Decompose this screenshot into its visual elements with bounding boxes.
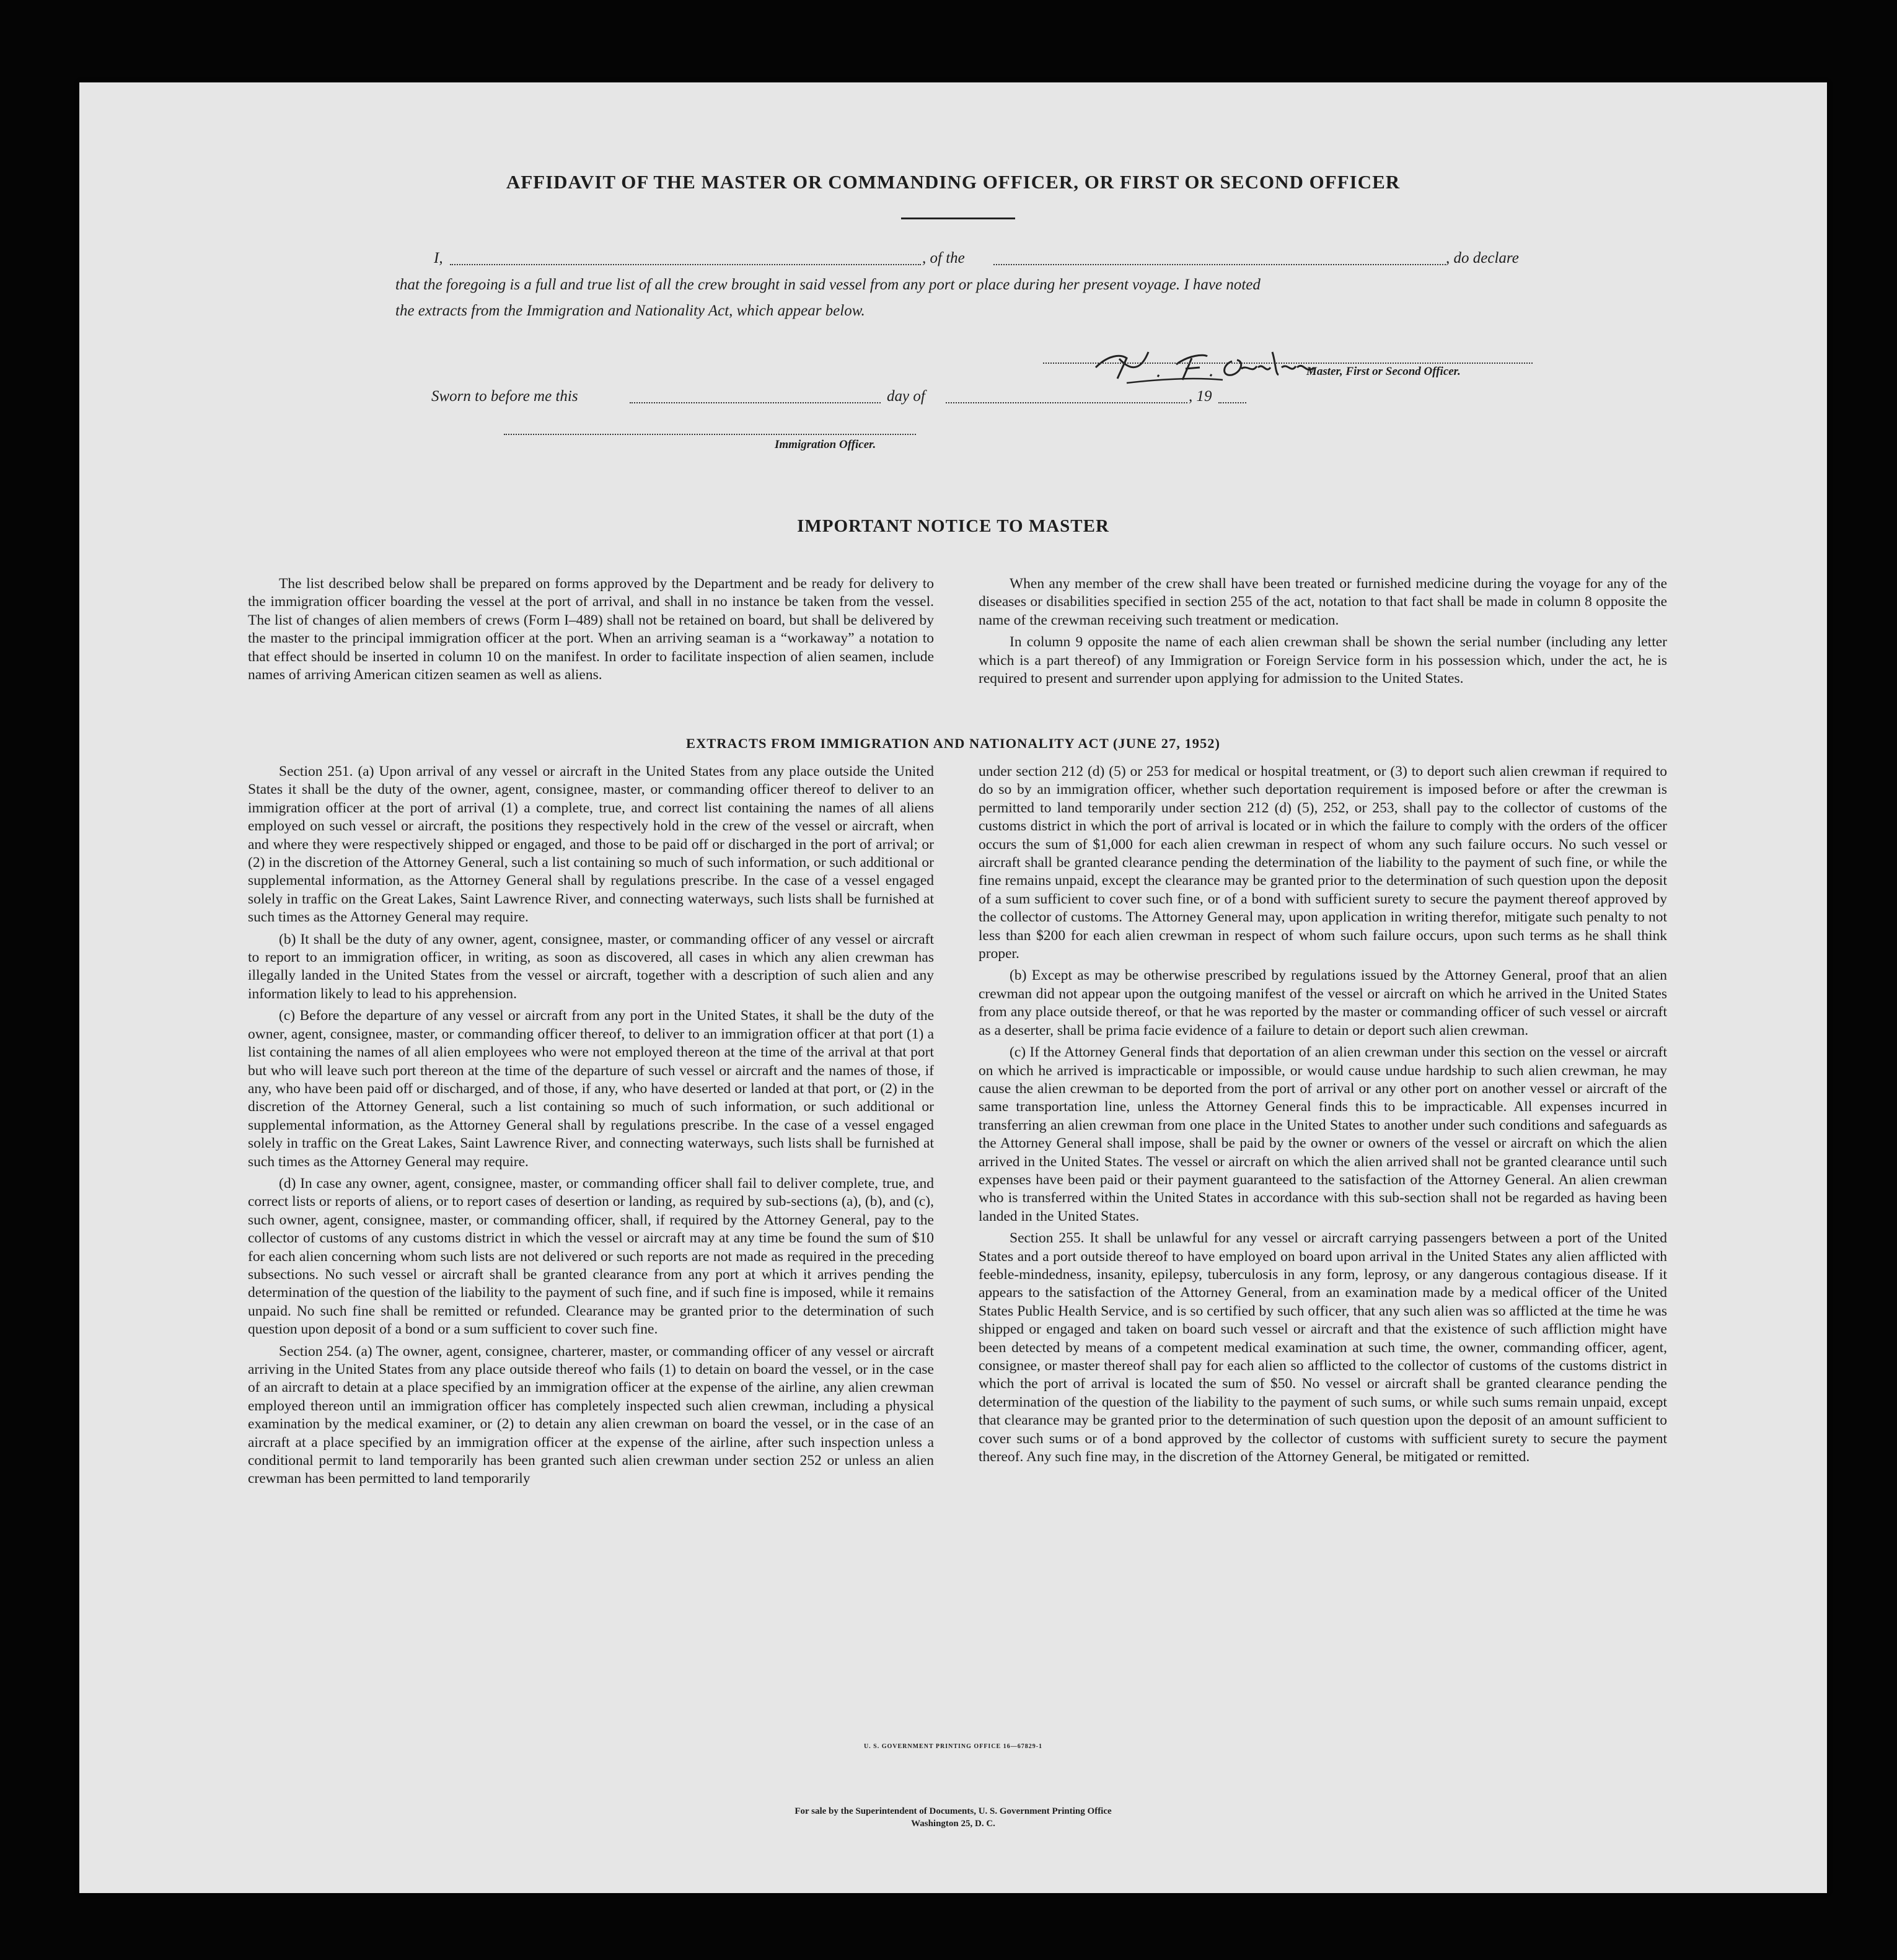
sale-notice [79,1805,1827,1830]
name-field-line [450,264,921,265]
notice-right-paragraph: When any member of the crew shall have been treated or furnished medicine during the voyage for any of the diseases or disabilities specified in section 255 of the act, notation to that fact shall be made in column 8 opposite the name of the crewman receiving such treatment or medication. [979,576,1667,628]
notice-left-paragraph: The list described below shall be prepared on forms approved by the Department and be ready for delivery to the immigration officer boarding the vessel at the port of arrival, and shall in no instance be taken from the vessel. The list of changes of alien members of crews (Form I–489) shall not be retained on board, but shall be delivered by the master to the principal immigration officer at the port. When an arriving seaman is a “workaway” a notation to that effect should be inserted in column 10 on the manifest. In order to facilitate inspection of alien seamen, include names of arriving American citizen seamen as well as aliens. [248,576,934,683]
i-label: I, [434,250,443,266]
year-line [1218,402,1246,403]
document-page [79,82,1827,1893]
sale-line-1: For sale by the Superintendent of Documents, U. S. Government Printing Office [794,1806,1112,1816]
sworn-month-line [946,402,1187,403]
affidavit-title: AFFIDAVIT OF THE MASTER OR COMMANDING OFFICER, OR FIRST OR SECOND OFFICER [506,171,1401,193]
extract-paragraph: (b) Except as may be otherwise prescribed by regulations issued by the Attorney General, proof that an alien crewman did not appear upon the outgoing manifest of the vessel or aircraft on which he arrived in the United States from any place outside thereof, or that he was reported by the master or commanding officer of such vessel or aircraft as a deserter, shall be prima facie evidence of a failure to detain or deport such alien crewman. [979,967,1667,1039]
extract-paragraph: (d) In case any owner, agent, consignee, master, or commanding officer shall fail to deliver complete, true, and correct lists or reports of aliens, or to report cases of desertion or landing, as required by sub-sections (a), (b), and (c), such owner, agent, consignee, master, or commanding officer, shall, if required by the Attorney General, pay to the collector of customs of any customs district in which the vessel or aircraft may at any time be found the sum of $10 for each alien concerning whom such lists are not delivered or such reports are not made as required in the preceding subsections. No such vessel or aircraft shall be granted clearance from any port at which it arrives pending the determination of the question of the liability to the payment of such fine, and if such fine is imposed, while it remains unpaid. No such fine shall be remitted or refunded. Clearance may be granted prior to the determination of such question upon deposit of a bond or a sum sufficient to cover such fine. [248,1175,934,1338]
printing-office-line: U. S. GOVERNMENT PRINTING OFFICE 16—67829-1 [863,1743,1043,1750]
signature-line [1043,363,1533,364]
sworn-day-line [630,402,881,403]
extracts-title: EXTRACTS FROM IMMIGRATION AND NATIONALITY ACT (JUNE 27, 1952) [685,736,1221,751]
immigration-officer-caption: Immigration Officer. [775,438,876,451]
notice-left-column [248,575,934,688]
extract-paragraph: Section 251. (a) Upon arrival of any vessel or aircraft in the United States from any place outside the United States it shall be the duty of the owner, agent, consignee, master, or commanding officer thereof to deliver to an immigration officer at the port of arrival (1) a complete, true, and correct list containing the names of all aliens employed on such vessel or aircraft, the positions they respectively hold in the crew of the vessel or aircraft, when and where they were respectively shipped or engaged, and those to be paid off or discharged in the port of arrival; or (2) in the discretion of the Attorney General, such a list containing so much of such information, or such additional or supplemental information, as the Attorney General shall by regulations prescribe. In the case of a vessel engaged solely in traffic on the Great Lakes, Saint Lawrence River, and connecting waterways, such lists shall be furnished at such times as the Attorney General may require. [248,763,934,926]
extract-paragraph: Section 255. It shall be unlawful for any vessel or aircraft carrying passengers between a port of the United States and a port outside thereof to have employed on board upon arrival in the United States any alien afflicted with feeble-mindedness, insanity, epilepsy, tuberculosis in any form, leprosy, or any dangerous contagious disease. If it appears to the satisfaction of the Attorney General, from an examination made by a medical officer of the United States Public Health Service, and is so certified by such officer, that any such alien was so afflicted at the time he was shipped or engaged and taken on board such vessel or aircraft and that the existence of such affliction might have been detected by means of a competent medical examination at such time, the owner, commanding officer, agent, consignee, or master thereof shall pay for each alien so afflicted to the collector of customs of the customs district in which the port of arrival is located the sum of $50. No vessel or aircraft shall be granted clearance pending the determination of the question of the liability to the payment of such sums, or while such sums remain unpaid, except that clearance may be granted prior to the determination of such question upon the deposit of an amount sufficient to cover such sums or of a bond approved by the collector of customs with sufficient surety to secure the payment thereof. Any such fine may, in the discretion of the Attorney General, be mitigated or remitted. [979,1230,1667,1466]
master-signature [1089,330,1337,392]
notice-title: IMPORTANT NOTICE TO MASTER [797,516,1109,536]
extract-paragraph: under section 212 (d) (5) or 253 for medical or hospital treatment, or (3) to deport such alien crewman if required to do so by an immigration officer, whether such deportation requirement is imposed before or after the crewman is permitted to land temporarily under section 212 (d) (5), 252, or 253, shall pay to the collector of customs of the customs district in which the port of arrival is located or in which the failure to comply with the orders of the officer occurs the sum of $1,000 for each alien crewman in respect of whom any such failure occurs. No such vessel or aircraft shall be granted clearance pending the determination of the liability to the payment of such fine, or while the fine remains unpaid, except the clearance may be granted prior to the determination of such question upon the deposit of a sum sufficient to cover such fine, or of a bond with sufficient surety to secure the payment thereof approved by the collector of customs. The Attorney General may, upon application in writing therefor, mitigate such penalty to not less than $200 for each alien crewman in respect of whom such failure occurs, upon such terms as he shall think proper. [979,763,1667,962]
vessel-field-line [993,264,1446,265]
master-caption: Master, First or Second Officer. [1306,365,1461,378]
extract-paragraph: (c) Before the departure of any vessel or aircraft from any port in the United States, it shall be the duty of the owner, agent, consignee, master, or commanding officer thereof, to deliver to an immigration officer at that port (1) a list containing the names of all alien employees who were not employed thereon at the time of the arrival at that port but who will leave such port thereon at the time of the departure of such vessel or aircraft and the names of those, if any, who have been paid off or discharged, and of those, if any, who have deserted or landed at that port, or (2) in the discretion of the Attorney General, such a list containing so much of such information, or such additional or supplemental information, as the Attorney General shall by regulations prescribe. In the case of a vessel engaged solely in traffic on the Great Lakes, Saint Lawrence River, and connecting waterways, such lists shall be furnished at such times as the Attorney General may require. [248,1008,934,1170]
notice-right-paragraph: In column 9 opposite the name of each alien crewman shall be shown the serial number (including any letter which is a part thereof) of any Immigration or Foreign Service form in his possession which, under the act, he is required to present and surrender upon applying for admission to the United States. [979,634,1667,687]
extracts-right-column [979,763,1667,1470]
do-declare-label: , do declare [1446,250,1519,266]
extract-paragraph: (c) If the Attorney General finds that deportation of an alien crewman under this section on the vessel or aircraft on which he arrived is impracticable or impossible, or would cause undue hardship to such alien crewman, he may cause the alien crewman to be deported from the port of arrival or any other port on another vessel or aircraft of the same transportation line, unless the Attorney General finds this to be impracticable. All expenses incurred in transferring an alien crewman from one place in the United States to another under such conditions and safeguards as the Attorney General shall impose, shall be paid by the owner or owners of the vessel or aircraft on which the alien arrived in the United States. The vessel or aircraft on which the alien arrived shall not be granted clearance until such expenses have been paid or their payment guaranteed to the satisfaction of the Attorney General. An alien crewman who is transferred within the United States in accordance with this sub-section shall not be regarded as having been landed in the United States. [979,1044,1667,1224]
extracts-left-column [248,763,934,1492]
sale-line-2: Washington 25, D. C. [911,1819,995,1829]
sworn-label: Sworn to before me this [431,388,578,405]
title-underline [901,218,1015,219]
extract-paragraph: Section 254. (a) The owner, agent, consignee, charterer, master, or commanding officer of any vessel or aircraft arriving in the United States from any place outside thereof who fails (1) to detain on board the vessel, or in the case of an aircraft to detain at a place specified by an immigration officer at the expense of the airline, any alien crewman employed thereon until an immigration officer has completely inspected such alien crewman, including a physical examination by the medical examiner, or (2) to detain any alien crewman on board the vessel, or in the case of an aircraft at a place specified by an immigration officer at the expense of the airline, after such inspection unless a conditional permit to land temporarily has been granted such alien crewman under section 252 or unless an alien crewman has been permitted to land temporarily [248,1343,934,1487]
year-label: , 19 [1189,388,1212,405]
day-of-label: day of [887,388,925,405]
of-the-label: , of the [922,250,965,266]
declaration-line-2: that the foregoing is a full and true list of all the crew brought in said vessel from any port or place during her present voyage. I have noted [395,276,1261,293]
declaration-line-3: the extracts from the Immigration and Nationality Act, which appear below. [395,302,865,319]
extract-paragraph: (b) It shall be the duty of any owner, agent, consignee, master, or commanding officer of any vessel or aircraft to report to an immigration officer, in writing, as soon as discovered, all cases in which any alien crewman has illegally landed in the United States from the vessel or aircraft, together with a description of such alien and any information likely to lead to his apprehension. [248,931,934,1002]
officer-signature-line [504,434,916,435]
notice-right-column [979,575,1667,692]
